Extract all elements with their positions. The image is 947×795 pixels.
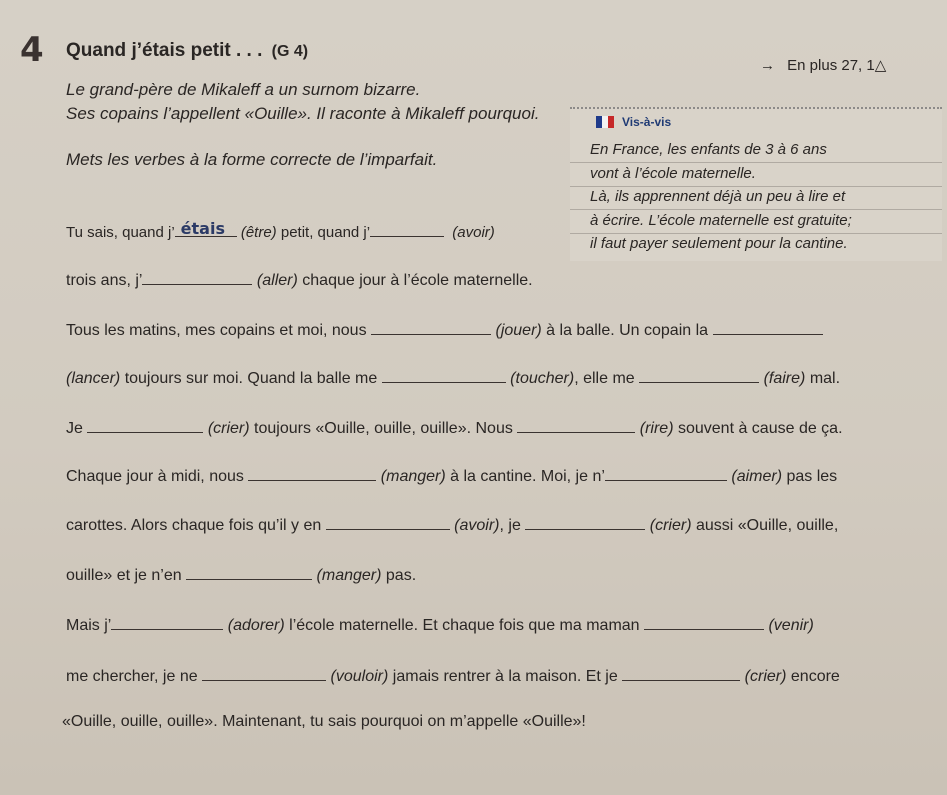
text-line-4 [66, 366, 840, 388]
text-segment: pas les [786, 468, 838, 485]
vis-a-vis-rule [570, 209, 942, 210]
intro-line-1: Le grand-père de Mikaleff a un surnom bizarre. [66, 80, 421, 99]
text-line-2 [66, 268, 533, 290]
text-segment: trois ans, j’ [66, 272, 143, 289]
grammar-reference: (G 4) [271, 43, 309, 60]
answer-blank[interactable] [202, 664, 326, 681]
vis-a-vis-line: il faut payer seulement pour la cantine. [590, 235, 848, 252]
answer-blank[interactable] [186, 563, 312, 580]
vis-a-vis-line: Là, ils apprennent déjà un peu à lire et [590, 188, 846, 205]
text-segment: petit, quand j’ [280, 224, 371, 241]
verb-infinitive: (adorer) [227, 617, 285, 634]
text-segment: , elle me [574, 370, 635, 387]
text-segment: encore [790, 668, 840, 685]
text-segment: , je [499, 517, 521, 534]
exercise-title [66, 40, 308, 62]
text-segment: mal. [809, 370, 841, 387]
vis-a-vis-box [570, 107, 942, 261]
en-plus-reference [760, 56, 886, 74]
text-segment: aussi «Ouille, ouille, [695, 517, 839, 534]
vis-a-vis-line: En France, les enfants de 3 à 6 ans [590, 141, 827, 158]
verb-infinitive: (aimer) [731, 468, 783, 485]
verb-infinitive: (avoir) [452, 224, 495, 241]
text-segment: ouille» et je n’en [66, 567, 182, 584]
intro-line-2: Ses copains l’appellent «Ouille». Il raconte à Mikaleff pourquoi. [66, 104, 540, 123]
vis-a-vis-line: à écrire. L’école maternelle est gratuite; [590, 212, 852, 229]
vis-a-vis-rule [570, 233, 942, 234]
answer-blank[interactable] [525, 513, 645, 530]
text-segment: chaque jour à l’école maternelle. [302, 272, 533, 289]
text-segment: Chaque jour à midi, nous [66, 468, 244, 485]
french-flag-icon [596, 116, 614, 128]
answer-blank[interactable] [87, 416, 203, 433]
exercise-title-text: Quand j’étais petit . . . [66, 40, 263, 61]
answer-blank[interactable] [713, 318, 823, 335]
text-line-11 [62, 713, 586, 731]
text-segment: carottes. Alors chaque fois qu’il y en [66, 517, 322, 534]
verb-infinitive: (lancer) [66, 370, 121, 387]
text-line-3 [66, 318, 823, 340]
text-segment: souvent à cause de ça. [677, 420, 843, 437]
answer-blank[interactable] [517, 416, 635, 433]
answer-blank[interactable] [142, 268, 252, 285]
answer-blank[interactable] [605, 464, 727, 481]
answer-blank[interactable] [382, 366, 506, 383]
vis-a-vis-line: vont à l’école maternelle. [590, 165, 756, 182]
answer-blank[interactable] [370, 220, 444, 237]
text-segment: Tu sais, quand j’ [66, 224, 175, 241]
verb-infinitive: (faire) [763, 370, 806, 387]
verb-infinitive: (crier) [649, 517, 692, 534]
text-segment: Mais j’ [66, 617, 112, 634]
text-line-8 [66, 563, 416, 585]
text-line-1 [66, 220, 495, 241]
answer-blank[interactable] [622, 664, 740, 681]
verb-infinitive: (toucher) [510, 370, 575, 387]
text-segment: Je [66, 420, 83, 437]
answer-blank[interactable] [175, 220, 237, 237]
exercise-number: 4 [20, 30, 44, 70]
text-segment: l’école maternelle. Et chaque fois que ma maman [289, 617, 640, 634]
verb-infinitive: (manger) [380, 468, 446, 485]
filled-answer: étais [180, 219, 225, 238]
answer-blank[interactable] [644, 613, 764, 630]
verb-infinitive: (aller) [256, 272, 298, 289]
text-line-5 [66, 416, 843, 438]
text-segment: pas. [385, 567, 417, 584]
text-line-6 [66, 464, 837, 486]
verb-infinitive: (crier) [744, 668, 787, 685]
en-plus-text: En plus 27, 1△ [787, 57, 887, 74]
vis-a-vis-rule [570, 162, 942, 163]
text-line-10 [66, 664, 840, 686]
text-segment: à la balle. Un copain la [546, 322, 709, 339]
verb-infinitive: (jouer) [495, 322, 542, 339]
text-segment: me chercher, je ne [66, 668, 198, 685]
verb-infinitive: (manger) [316, 567, 382, 584]
answer-blank[interactable] [326, 513, 450, 530]
arrow-right-icon: → [760, 57, 775, 74]
vis-a-vis-rule [570, 186, 942, 187]
verb-infinitive: (avoir) [454, 517, 500, 534]
instruction: Mets les verbes à la forme correcte de l’imparfait. [66, 150, 438, 169]
verb-infinitive: (rire) [639, 420, 674, 437]
verb-infinitive: (vouloir) [330, 668, 389, 685]
answer-blank[interactable] [111, 613, 223, 630]
verb-infinitive: (être) [240, 224, 277, 241]
text-segment: toujours sur moi. Quand la balle me [124, 370, 378, 387]
text-line-7 [66, 513, 838, 535]
text-line-9 [66, 613, 814, 635]
text-segment: «Ouille, ouille, ouille». Maintenant, tu sais pourquoi on m’appelle «Ouille»! [62, 713, 586, 730]
answer-blank[interactable] [248, 464, 376, 481]
answer-blank[interactable] [639, 366, 759, 383]
text-segment: jamais rentrer à la maison. Et je [392, 668, 618, 685]
text-segment: toujours «Ouille, ouille, ouille». Nous [254, 420, 513, 437]
text-segment: à la cantine. Moi, je n’ [450, 468, 605, 485]
text-segment: Tous les matins, mes copains et moi, nous [66, 322, 367, 339]
verb-infinitive: (venir) [768, 617, 814, 634]
vis-a-vis-header [596, 115, 671, 129]
verb-infinitive: (crier) [207, 420, 250, 437]
answer-blank[interactable] [371, 318, 491, 335]
vis-a-vis-label: Vis-à-vis [622, 115, 672, 129]
